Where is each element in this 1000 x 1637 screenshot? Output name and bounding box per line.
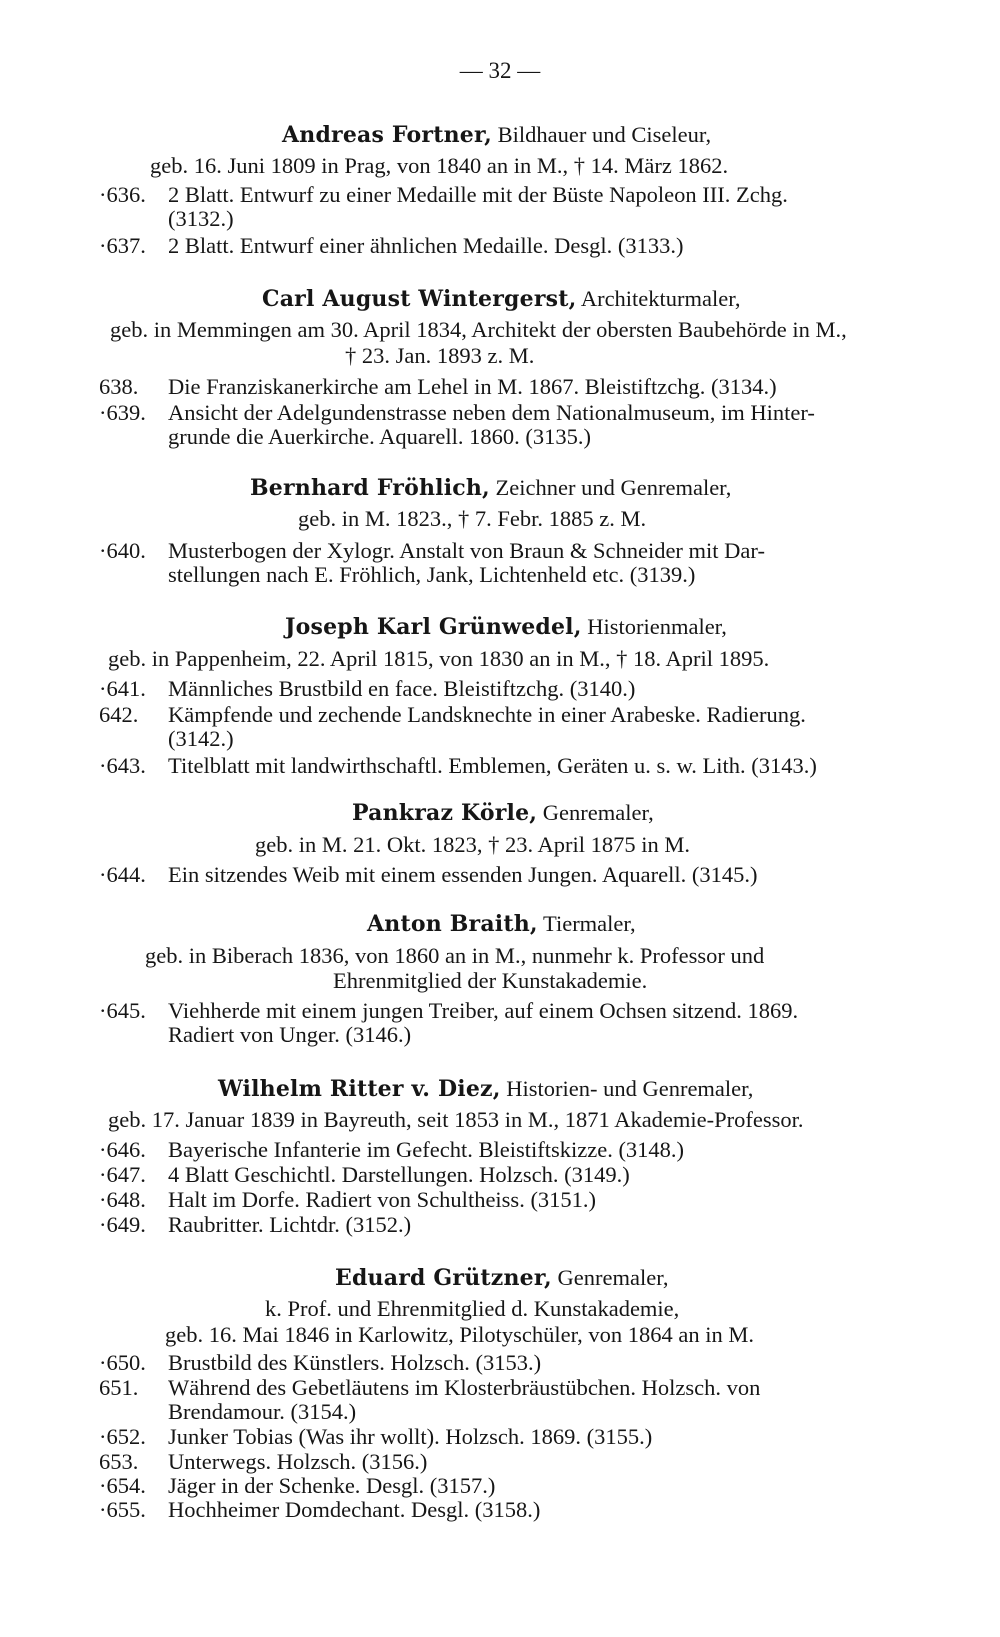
- artist-name: Joseph Karl Grünwedel,: [285, 614, 582, 640]
- item-number: ·654.: [99, 1473, 146, 1498]
- artist-description: Architekturmaler,: [576, 286, 741, 311]
- item-text-line: Während des Gebetläutens im Klosterbräustübchen. Holzsch. von: [168, 1375, 761, 1400]
- artist-heading: [335, 1265, 668, 1291]
- item-text-line: Hochheimer Domdechant. Desgl. (3158.): [168, 1497, 541, 1522]
- artist-description: Historien- und Genremaler,: [500, 1076, 754, 1101]
- artist-heading: [285, 614, 727, 640]
- artist-description: Genremaler,: [537, 800, 654, 825]
- artist-heading: [282, 122, 711, 148]
- item-text-line: Brendamour. (3154.): [168, 1399, 357, 1424]
- artist-name: Bernhard Fröhlich,: [250, 475, 490, 501]
- item-number: ·645.: [99, 998, 146, 1023]
- artist-bio-line: Ehrenmitglied der Kunstakademie.: [333, 968, 648, 993]
- item-text-line: Radiert von Unger. (3146.): [168, 1022, 412, 1047]
- artist-bio-line: geb. in M. 21. Okt. 1823, † 23. April 1875 in M.: [255, 832, 691, 857]
- item-text-line: Jäger in der Schenke. Desgl. (3157.): [168, 1473, 496, 1498]
- artist-bio-line: geb. in Pappenheim, 22. April 1815, von 1830 an in M., † 18. April 1895.: [108, 646, 770, 671]
- artist-description: Zeichner und Genremaler,: [489, 475, 732, 500]
- artist-description: Bildhauer und Ciseleur,: [492, 122, 712, 147]
- item-text-line: grunde die Auerkirche. Aquarell. 1860. (3135.): [168, 424, 592, 449]
- artist-bio-line: † 23. Jan. 1893 z. M.: [345, 343, 535, 368]
- item-number: 642.: [99, 702, 139, 727]
- item-text-line: Ansicht der Adelgundenstrasse neben dem Nationalmuseum, im Hinter-: [168, 400, 815, 425]
- artist-name: Andreas Fortner,: [282, 122, 493, 148]
- item-text-line: Bayerische Infanterie im Gefecht. Bleistiftskizze. (3148.): [168, 1137, 685, 1162]
- item-text-line: Männliches Brustbild en face. Bleistiftzchg. (3140.): [168, 676, 636, 701]
- item-number: ·639.: [99, 400, 146, 425]
- artist-description: Genremaler,: [551, 1265, 669, 1290]
- item-number: 638.: [99, 374, 139, 399]
- artist-bio-line: k. Prof. und Ehrenmitglied d. Kunstakademie,: [265, 1296, 680, 1321]
- page-number: — 32 —: [459, 58, 541, 83]
- artist-bio-line: geb. 16. Mai 1846 in Karlowitz, Pilotyschüler, von 1864 an in M.: [165, 1322, 755, 1347]
- artist-heading: [262, 286, 740, 312]
- artist-heading: [352, 800, 654, 826]
- item-number: ·640.: [99, 538, 146, 563]
- item-text-line: Musterbogen der Xylogr. Anstalt von Braun & Schneider mit Dar-: [168, 538, 765, 563]
- item-number: ·652.: [99, 1424, 146, 1449]
- item-text-line: Halt im Dorfe. Radiert von Schultheiss. (3151.): [168, 1187, 597, 1212]
- artist-name: Wilhelm Ritter v. Diez,: [218, 1076, 501, 1102]
- item-number: ·649.: [99, 1212, 146, 1237]
- artist-name: Eduard Grützner,: [335, 1265, 552, 1291]
- item-text-line: Viehherde mit einem jungen Treiber, auf einem Ochsen sitzend. 1869.: [168, 998, 799, 1023]
- item-number: ·646.: [99, 1137, 146, 1162]
- item-text-line: (3142.): [168, 726, 234, 751]
- item-number: ·637.: [99, 233, 146, 258]
- artist-bio-line: geb. 16. Juni 1809 in Prag, von 1840 an in M., † 14. März 1862.: [150, 153, 729, 178]
- item-number: ·648.: [99, 1187, 146, 1212]
- item-text-line: 4 Blatt Geschichtl. Darstellungen. Holzsch. (3149.): [168, 1162, 630, 1187]
- artist-bio-line: geb. in Memmingen am 30. April 1834, Architekt der obersten Baubehörde in M.,: [110, 317, 847, 342]
- item-text-line: Raubritter. Lichtdr. (3152.): [168, 1212, 412, 1237]
- item-number: ·655.: [99, 1497, 146, 1522]
- item-number: 653.: [99, 1449, 139, 1474]
- artist-heading: [218, 1076, 753, 1102]
- artist-bio-line: geb. in Biberach 1836, von 1860 an in M., nunmehr k. Professor und: [145, 943, 765, 968]
- item-text-line: Kämpfende und zechende Landsknechte in einer Arabeske. Radierung.: [168, 702, 806, 727]
- item-number: ·643.: [99, 753, 146, 778]
- item-number: 651.: [99, 1375, 139, 1400]
- item-number: ·647.: [99, 1162, 146, 1187]
- item-text-line: Titelblatt mit landwirthschaftl. Emblemen, Geräten u. s. w. Lith. (3143.): [168, 753, 817, 778]
- artist-description: Tiermaler,: [537, 911, 636, 936]
- artist-name: Carl August Wintergerst,: [262, 286, 577, 312]
- artist-bio-line: geb. in M. 1823., † 7. Febr. 1885 z. M.: [298, 506, 647, 531]
- item-text-line: Ein sitzendes Weib mit einem essenden Jungen. Aquarell. (3145.): [168, 862, 758, 887]
- item-number: ·641.: [99, 676, 146, 701]
- item-text-line: Brustbild des Künstlers. Holzsch. (3153.): [168, 1350, 542, 1375]
- item-text-line: 2 Blatt. Entwurf zu einer Medaille mit der Büste Napoleon III. Zchg.: [168, 182, 788, 207]
- item-text-line: 2 Blatt. Entwurf einer ähnlichen Medaille. Desgl. (3133.): [168, 233, 684, 258]
- artist-description: Historienmaler,: [581, 614, 727, 639]
- item-number: ·650.: [99, 1350, 146, 1375]
- item-text-line: stellungen nach E. Fröhlich, Jank, Lichtenheld etc. (3139.): [168, 562, 696, 587]
- item-text-line: Unterwegs. Holzsch. (3156.): [168, 1449, 428, 1474]
- artist-heading: [367, 911, 636, 937]
- artist-name: Anton Braith,: [367, 911, 538, 937]
- item-text-line: Die Franziskanerkirche am Lehel in M. 1867. Bleistiftzchg. (3134.): [168, 374, 777, 399]
- item-text-line: (3132.): [168, 206, 234, 231]
- item-number: ·644.: [99, 862, 146, 887]
- artist-bio-line: geb. 17. Januar 1839 in Bayreuth, seit 1853 in M., 1871 Akademie-Professor.: [108, 1107, 804, 1132]
- artist-name: Pankraz Körle,: [352, 800, 538, 826]
- item-text-line: Junker Tobias (Was ihr wollt). Holzsch. 1869. (3155.): [168, 1424, 653, 1449]
- artist-heading: [250, 475, 731, 501]
- item-number: ·636.: [99, 182, 146, 207]
